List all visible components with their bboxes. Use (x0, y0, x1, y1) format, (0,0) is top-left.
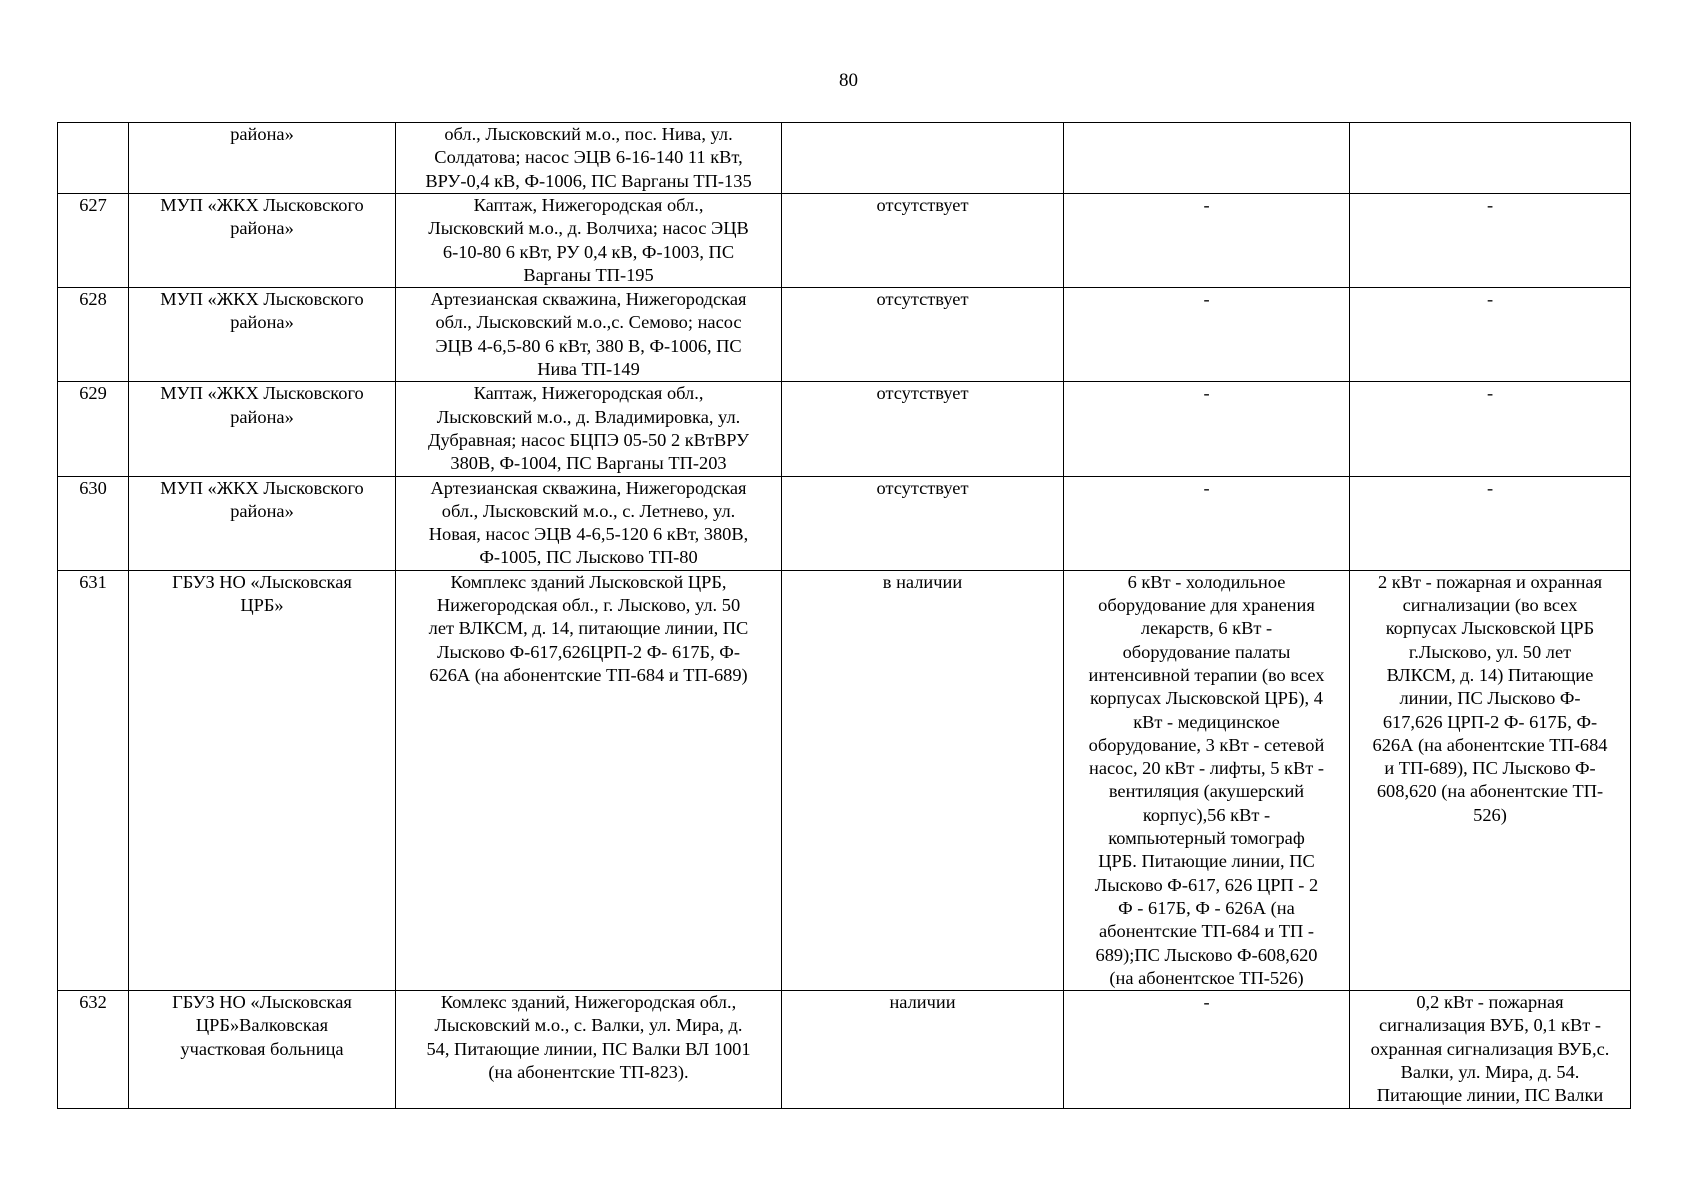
cell-load: - (1064, 194, 1350, 288)
cell-number: 627 (58, 194, 129, 288)
cell-organization: ГБУЗ НО «Лысковская ЦРБ» (129, 570, 396, 990)
cell-number: 631 (58, 570, 129, 990)
cell-extra: - (1350, 382, 1631, 476)
cell-load: - (1064, 476, 1350, 570)
cell-object: Комлекс зданий, Нижегородская обл., Лысковский м.о., с. Валки, ул. Мира, д. 54, Питающие линии, ПС Валки ВЛ 1001 (на абонентские ТП-823). (396, 991, 782, 1108)
cell-organization: МУП «ЖКХ Лысковского района» (129, 382, 396, 476)
cell-availability: в наличии (782, 570, 1064, 990)
cell-load: - (1064, 382, 1350, 476)
cell-availability (782, 123, 1064, 194)
cell-object: обл., Лысковский м.о., пос. Нива, ул. Солдатова; насос ЭЦВ 6-16-140 11 кВт, ВРУ-0,4 кВ, Ф-1006, ПС Варганы ТП-135 (396, 123, 782, 194)
cell-availability: отсутствует (782, 476, 1064, 570)
cell-availability: отсутствует (782, 382, 1064, 476)
data-table (57, 122, 1631, 1109)
cell-load: - (1064, 991, 1350, 1108)
cell-organization: МУП «ЖКХ Лысковского района» (129, 476, 396, 570)
table-row-continuation (58, 123, 1631, 194)
table-row (58, 382, 1631, 476)
table-row (58, 991, 1631, 1108)
cell-object: Каптаж, Нижегородская обл., Лысковский м.о., д. Волчиха; насос ЭЦВ 6-10-80 6 кВт, РУ 0,4 кВ, Ф-1003, ПС Варганы ТП-195 (396, 194, 782, 288)
cell-load (1064, 123, 1350, 194)
cell-organization: района» (129, 123, 396, 194)
cell-organization: МУП «ЖКХ Лысковского района» (129, 194, 396, 288)
cell-number (58, 123, 129, 194)
cell-load: 6 кВт - холодильное оборудование для хранения лекарств, 6 кВт - оборудование палаты интенсивной терапии (во всех корпусах Лысковской ЦРБ), 4 кВт - медицинское оборудование, 3 кВт - сетевой насос, 20 кВт - лифты, 5 кВт - вентиляция (акушерский корпус),56 кВт - компьютерный томограф ЦРБ. Питающие линии, ПС Лысково Ф-617, 626 ЦРП - 2 Ф - 617Б, Ф - 626А (на абонентские ТП-684 и ТП - 689);ПС Лысково Ф-608,620 (на абонентское ТП-526) (1064, 570, 1350, 990)
cell-number: 630 (58, 476, 129, 570)
cell-extra: - (1350, 194, 1631, 288)
cell-organization: МУП «ЖКХ Лысковского района» (129, 288, 396, 382)
cell-organization: ГБУЗ НО «Лысковская ЦРБ»Валковская участковая больница (129, 991, 396, 1108)
table-row (58, 288, 1631, 382)
cell-availability: наличии (782, 991, 1064, 1108)
cell-extra: - (1350, 288, 1631, 382)
table-row (58, 570, 1631, 990)
table-row (58, 194, 1631, 288)
cell-object: Артезианская скважина, Нижегородская обл., Лысковский м.о.,с. Семово; насос ЭЦВ 4-6,5-80 6 кВт, 380 В, Ф-1006, ПС Нива ТП-149 (396, 288, 782, 382)
cell-extra: - (1350, 476, 1631, 570)
cell-object: Комплекс зданий Лысковской ЦРБ, Нижегородская обл., г. Лысково, ул. 50 лет ВЛКСМ, д. 14, питающие линии, ПС Лысково Ф-617,626ЦРП-2 Ф- 617Б, Ф- 626А (на абонентские ТП-684 и ТП-689) (396, 570, 782, 990)
cell-number: 632 (58, 991, 129, 1108)
cell-object: Артезианская скважина, Нижегородская обл., Лысковский м.о., с. Летнево, ул. Новая, насос ЭЦВ 4-6,5-120 6 кВт, 380В, Ф-1005, ПС Лысково ТП-80 (396, 476, 782, 570)
page-number: 80 (839, 70, 858, 91)
cell-extra: 0,2 кВт - пожарная сигнализация ВУБ, 0,1 кВт - охранная сигнализация ВУБ,с. Валки, ул. Мира, д. 54. Питающие линии, ПС Валки (1350, 991, 1631, 1108)
cell-extra (1350, 123, 1631, 194)
cell-availability: отсутствует (782, 288, 1064, 382)
cell-availability: отсутствует (782, 194, 1064, 288)
cell-number: 629 (58, 382, 129, 476)
cell-load: - (1064, 288, 1350, 382)
cell-extra: 2 кВт - пожарная и охранная сигнализации (во всех корпусах Лысковской ЦРБ г.Лысково, ул. 50 лет ВЛКСМ, д. 14) Питающие линии, ПС Лысково Ф- 617,626 ЦРП-2 Ф- 617Б, Ф- 626А (на абонентские ТП-684 и ТП-689), ПС Лысково Ф- 608,620 (на абонентские ТП- 526) (1350, 570, 1631, 990)
cell-object: Каптаж, Нижегородская обл., Лысковский м.о., д. Владимировка, ул. Дубравная; насос БЦПЭ 05-50 2 кВтВРУ 380В, Ф-1004, ПС Варганы ТП-203 (396, 382, 782, 476)
table-row (58, 476, 1631, 570)
cell-number: 628 (58, 288, 129, 382)
